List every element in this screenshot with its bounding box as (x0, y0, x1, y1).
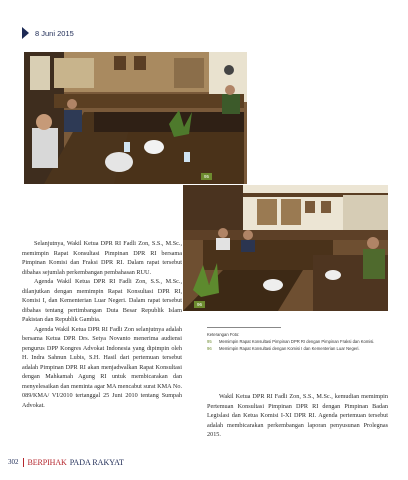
date-header (22, 26, 74, 40)
left-text-column (22, 239, 182, 410)
caption-item-text: Memimpin Rapat Konsultasi Pimpinan DPR RI dengan Pimpinan Fraksi dan Komisi. (219, 339, 375, 345)
caption-item-text: Memimpin Rapat Konsultasi dengan Komisi I dan Kementerian Luar Negeri. (219, 345, 360, 351)
page-footer (8, 456, 124, 468)
caption-title: Keterangan Foto: (207, 332, 240, 337)
meeting-photo-2 (183, 185, 388, 311)
caption-item (207, 346, 387, 352)
publication-title-part1: BERPIHAK (27, 457, 67, 467)
page-number: 302 (8, 458, 19, 466)
paragraph: Agenda Wakil Ketua DPR RI Fadli Zon, S.S., M.Sc., dilanjutkan dengan memimpin Rapat Konsultasi DPR RI, Komisi I, dan Kementerian Luar Negeri. Dalam rapat tersebut dibahas tentang pertimbangan Duta Besar Republik Islam Pakistan dan Republik Gambia. (22, 278, 182, 323)
publication-title-part2: PADA RAKYAT (69, 457, 124, 467)
photo-number-96: 96 (194, 301, 205, 308)
photo-caption (207, 327, 387, 352)
triangle-marker-icon (22, 27, 29, 39)
photo-number-95: 95 (201, 173, 212, 180)
meeting-photo-1 (24, 52, 247, 184)
caption-divider (207, 327, 281, 328)
caption-item-number: 96 (207, 345, 212, 351)
paragraph: Selanjutnya, Wakil Ketua DPR RI Fadli Zon, S.S., M.Sc., memimpin Rapat Konsultasi Pimpinan DPR RI bersama Pimpinan Komisi dan Fraksi DPR RI. Dalam rapat tersebut dibahas sejumlah perkembangan pembahasan RUU. (22, 240, 182, 276)
paragraph: Wakil Ketua DPR RI Fadli Zon, S.S., M.Sc., kemudian memimpin Pertemuan Konsultasi Pimpinan DPR RI dengan Pimpinan Badan Legislasi dan Ketua Komisi I-XI DPR RI. Agenda pertemuan tersebut adalah membicarakan perkembangan laporan penyusunan Prolegnas 2015. (207, 393, 388, 438)
footer-divider (23, 458, 24, 467)
caption-item-number: 95 (207, 339, 212, 345)
right-text-column (207, 392, 388, 440)
paragraph: Agenda Wakil Ketua DPR RI Fadli Zon selanjutnya adalah bersama Ketua DPR Drs. Setya Novanto menerima audiensi pengurus DPP Kongres Advokat Indonesia yang dipimpin oleh H. Indra Sahnun Lubis, S.H. Hasil dari pertemuan tersebut adalah Pimpinan DPR RI akan menjadwalkan Rapat Konsultasi dengan Mahkamah Agung RI untuk membicarakan dan menyelesaikan dan meminta agar MA mencabut surat KMA No. 089/KMA/ VI/2010 tertanggal 25 Juni 2010 tentang Sumpah Advokat. (22, 325, 182, 409)
date-text: 8 Juni 2015 (35, 28, 74, 38)
